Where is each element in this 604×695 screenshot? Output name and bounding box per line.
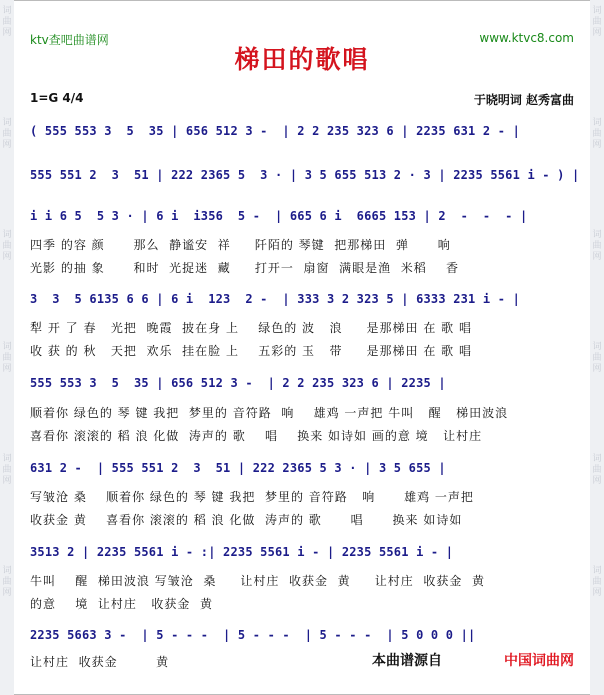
song-title: 梯田的歌唱	[234, 45, 370, 74]
lyric-line: 四季 的容 颜 那么 静谧安 祥 阡陌的 琴键 把那梯田 弹 响	[30, 238, 451, 252]
watermark-text: 词曲网	[592, 118, 602, 150]
watermark-text: 词曲网	[2, 566, 12, 598]
lyric-line: 收获金 黄 喜看你 滚滚的 稻 浪 化做 涛声的 歌 唱 换来 如诗如	[30, 513, 463, 527]
watermark-text: 词曲网	[592, 454, 602, 486]
left-watermark-strip	[0, 0, 14, 695]
watermark-text: 词曲网	[592, 6, 602, 38]
lyric-line: 光影 的抽 象 和时 光捉迷 藏 打开一 扇窗 满眼是渔 米稻 香	[30, 261, 459, 275]
watermark-text: 词曲网	[2, 230, 12, 262]
watermark-text: 词曲网	[2, 6, 12, 38]
lyric-line: 收 获 的 秋 天把 欢乐 挂在脸 上 五彩的 玉 带 是那梯田 在 歌 唱	[30, 344, 472, 358]
notation-line: 2235 5663 3 - | 5 - - - | 5 - - - | 5 - - - | 5 0 0 0 ||	[30, 628, 476, 642]
notation-line: i i 6 5 5 3 · | 6 i i356 5 - | 665 6 i 6665 153 | 2 - - - |	[30, 209, 528, 223]
key-signature: 1=G 4/4	[30, 91, 84, 105]
watermark-text: 词曲网	[592, 566, 602, 598]
lyric-line: 牛叫 醒 梯田波浪 写皱沧 桑 让村庄 收获金 黄 让村庄 收获金 黄	[30, 574, 485, 588]
lyric-line: 犁 开 了 春 光把 晚霞 披在身 上 绿色的 波 浪 是那梯田 在 歌 唱	[30, 321, 472, 335]
watermark-text: 词曲网	[2, 454, 12, 486]
notation-line: 555 553 3 5 35 | 656 512 3 - | 2 2 235 323 6 | 2235 |	[30, 376, 446, 390]
source-label: 本曲谱源自	[372, 653, 442, 669]
notation-line: 631 2 - | 555 551 2 3 51 | 222 2365 5 3 · | 3 5 655 |	[30, 461, 446, 475]
site-name-left[interactable]: ktv查吧曲谱网	[30, 33, 109, 47]
notation-line: 555 551 2 3 51 | 222 2365 5 3 · | 3 5 655 513 2 · 3 | 2235 5561 i - ) |	[30, 168, 580, 182]
site-url-right[interactable]: www.ktvc8.com	[479, 31, 574, 45]
right-watermark-strip	[590, 0, 604, 695]
lyric-line: 的意 境 让村庄 收获金 黄	[30, 597, 213, 611]
watermark-text: 词曲网	[2, 118, 12, 150]
watermark-text: 词曲网	[592, 230, 602, 262]
lyric-line: 让村庄 收获金 黄	[30, 655, 170, 669]
watermark-text: 词曲网	[2, 342, 12, 374]
lyric-line: 喜看你 滚滚的 稻 浪 化做 涛声的 歌 唱 换来 如诗如 画的意 境 让村庄	[30, 429, 483, 443]
lyric-line: 写皱沧 桑 顺着你 绿色的 琴 键 我把 梦里的 音符路 响 雄鸡 一声把	[30, 490, 474, 504]
notation-line: ( 555 553 3 5 35 | 656 512 3 - | 2 2 235 323 6 | 2235 631 2 - |	[30, 124, 521, 138]
lyricist-composer-credits: 于晓明词 赵秀富曲	[473, 93, 574, 107]
notation-line: 3513 2 | 2235 5561 i - :| 2235 5561 i - | 2235 5561 i - |	[30, 545, 454, 559]
lyric-line: 顺着你 绿色的 琴 键 我把 梦里的 音符路 响 雄鸡 一声把 牛叫 醒 梯田波浪	[30, 406, 509, 420]
brand-link[interactable]: 中国词曲网	[504, 653, 574, 669]
watermark-text: 词曲网	[592, 342, 602, 374]
notation-line: 3 3 5 6135 6 6 | 6 i 123 2 - | 333 3 2 323 5 | 6333 231 i - |	[30, 292, 521, 306]
